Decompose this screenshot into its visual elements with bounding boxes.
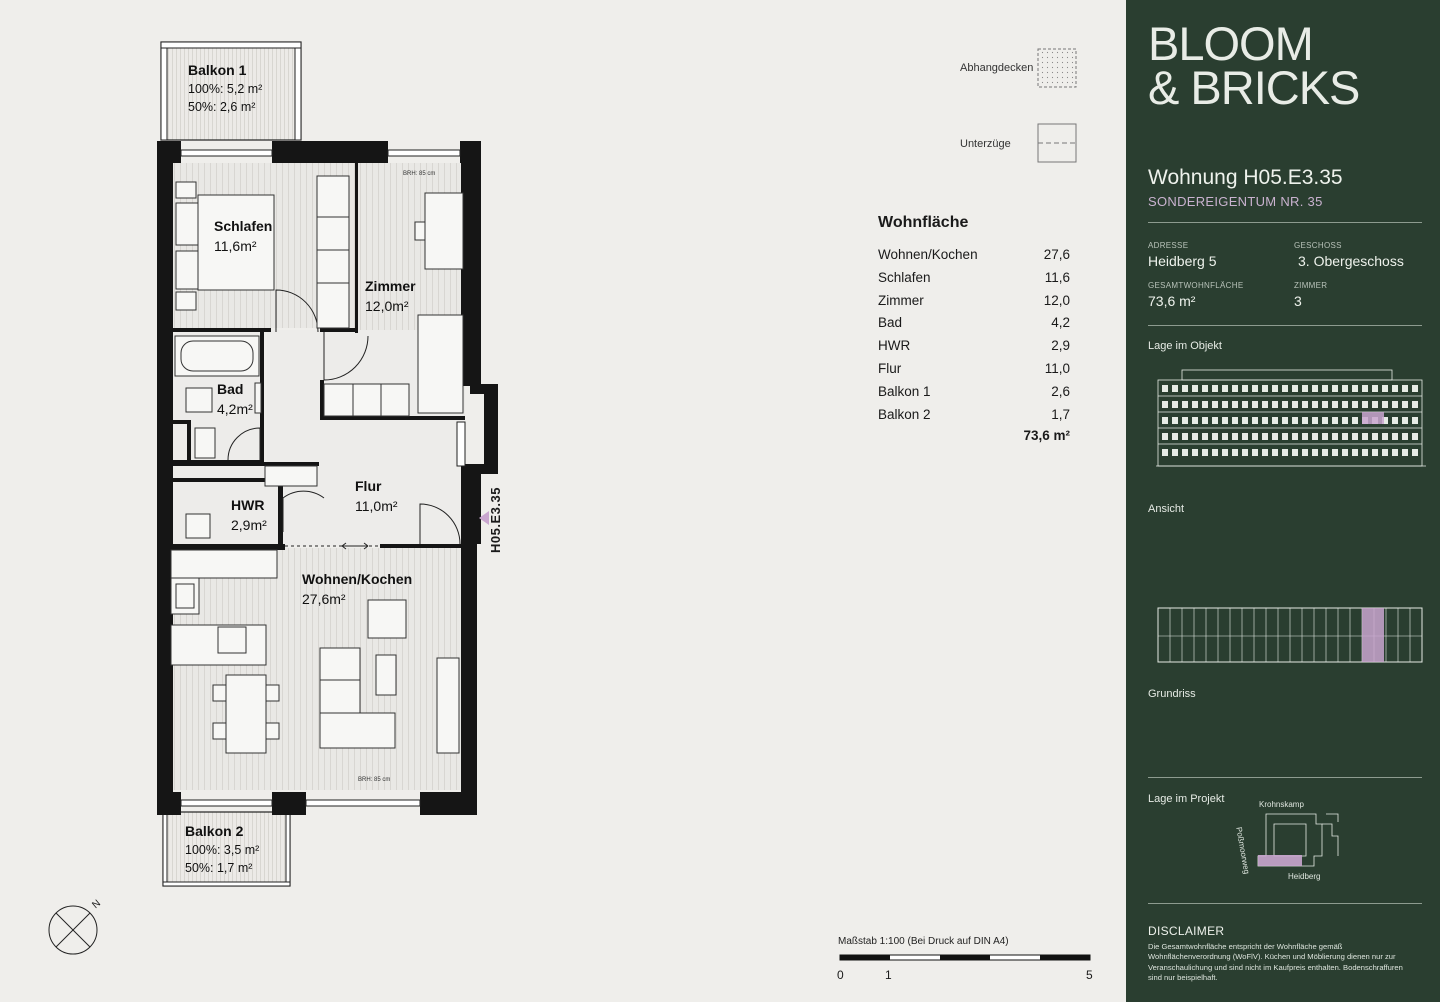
room-label-balkon-2: Balkon 2 100%: 3,5 m² 50%: 1,7 m² bbox=[185, 823, 260, 875]
elevation-window bbox=[1332, 417, 1338, 424]
scale-label: Maßstab 1:100 (Bei Druck auf DIN A4) bbox=[838, 936, 1009, 947]
area-row bbox=[878, 290, 1070, 313]
elevation-window bbox=[1192, 433, 1198, 440]
room-label-bad: Bad 4,2m² bbox=[217, 381, 253, 417]
elevation-window bbox=[1212, 433, 1218, 440]
elevation-window bbox=[1392, 449, 1398, 456]
elevation-window bbox=[1302, 449, 1308, 456]
compass-icon bbox=[49, 906, 97, 954]
elevation-window bbox=[1402, 385, 1408, 392]
elevation-window bbox=[1352, 449, 1358, 456]
elevation-window bbox=[1362, 433, 1368, 440]
area-row bbox=[878, 381, 1070, 404]
elevation-window bbox=[1392, 401, 1398, 408]
brh-label-wohnen: BRH: 85 cm bbox=[358, 777, 391, 783]
divider bbox=[1148, 777, 1422, 778]
street-krohnskamp: Krohnskamp bbox=[1259, 800, 1304, 809]
brand-logo: BLOOM & BRICKS bbox=[1148, 17, 1360, 114]
elevation-window bbox=[1242, 385, 1248, 392]
elevation-window bbox=[1342, 433, 1348, 440]
disclaimer-heading: DISCLAIMER bbox=[1148, 924, 1225, 938]
elevation-window bbox=[1212, 385, 1218, 392]
elevation-window bbox=[1162, 433, 1168, 440]
elevation-window bbox=[1342, 417, 1348, 424]
elevation-window bbox=[1332, 401, 1338, 408]
elevation-window bbox=[1312, 417, 1318, 424]
elevation-window bbox=[1362, 401, 1368, 408]
compass-north-label: N bbox=[90, 897, 103, 912]
street-poessnorweg: Poßmoorweg bbox=[1234, 826, 1252, 875]
elevation-window bbox=[1172, 385, 1178, 392]
elevation-window bbox=[1392, 417, 1398, 424]
elevation-window bbox=[1352, 417, 1358, 424]
elevation-window bbox=[1392, 433, 1398, 440]
elevation-window bbox=[1172, 417, 1178, 424]
elevation-window bbox=[1162, 417, 1168, 424]
scale-bar bbox=[840, 955, 1090, 960]
elevation-window bbox=[1222, 433, 1228, 440]
elevation-window bbox=[1232, 401, 1238, 408]
elevation-window bbox=[1412, 417, 1418, 424]
elevation-window bbox=[1242, 433, 1248, 440]
elevation-window bbox=[1362, 385, 1368, 392]
elevation-window bbox=[1232, 433, 1238, 440]
elevation-window bbox=[1302, 433, 1308, 440]
street-heidberg: Heidberg bbox=[1288, 872, 1321, 881]
elevation-window bbox=[1282, 417, 1288, 424]
elevation-window bbox=[1272, 449, 1278, 456]
elevation-window bbox=[1202, 433, 1208, 440]
elevation-window bbox=[1412, 449, 1418, 456]
lage-im-projekt-label: Lage im Projekt bbox=[1148, 793, 1225, 805]
elevation-window bbox=[1202, 385, 1208, 392]
elevation-window bbox=[1262, 433, 1268, 440]
elevation-window bbox=[1212, 449, 1218, 456]
elevation-window bbox=[1372, 401, 1378, 408]
elevation-window bbox=[1242, 417, 1248, 424]
rooms-value: 3 bbox=[1294, 293, 1302, 309]
elevation-window bbox=[1282, 433, 1288, 440]
elevation-window bbox=[1382, 449, 1388, 456]
elevation-window bbox=[1162, 385, 1168, 392]
elevation-window bbox=[1222, 385, 1228, 392]
unit-tag: H05.E3.35 bbox=[488, 487, 503, 553]
elevation-window bbox=[1272, 401, 1278, 408]
elevation-window bbox=[1382, 433, 1388, 440]
elevation-window bbox=[1172, 401, 1178, 408]
elevation-window bbox=[1312, 449, 1318, 456]
area-row-label: Bad bbox=[878, 315, 903, 331]
address-label: ADRESSE bbox=[1148, 241, 1189, 250]
elevation-window bbox=[1232, 417, 1238, 424]
elevation-window bbox=[1292, 449, 1298, 456]
elevation-window bbox=[1252, 417, 1258, 424]
divider bbox=[1148, 903, 1422, 904]
elevation-window bbox=[1302, 417, 1308, 424]
elevation-window bbox=[1202, 417, 1208, 424]
area-row-value: 4,2 bbox=[1051, 315, 1070, 331]
elevation-window bbox=[1352, 401, 1358, 408]
elevation-window bbox=[1242, 449, 1248, 456]
elevation-window bbox=[1352, 433, 1358, 440]
elevation-window bbox=[1382, 385, 1388, 392]
lage-im-objekt-label: Lage im Objekt bbox=[1148, 340, 1222, 352]
building-plan-overview bbox=[1156, 604, 1426, 666]
elevation-window bbox=[1192, 449, 1198, 456]
elevation-window bbox=[1202, 401, 1208, 408]
elevation-window bbox=[1352, 385, 1358, 392]
elevation-window bbox=[1322, 433, 1328, 440]
elevation-window bbox=[1392, 385, 1398, 392]
area-table-heading: Wohnfläche bbox=[878, 214, 969, 231]
elevation-window bbox=[1292, 401, 1298, 408]
elevation-window bbox=[1412, 401, 1418, 408]
elevation-window bbox=[1222, 401, 1228, 408]
suspended-ceiling-swatch bbox=[1038, 49, 1076, 87]
elevation-window bbox=[1192, 417, 1198, 424]
apartment-title: Wohnung H05.E3.35 bbox=[1148, 166, 1343, 189]
area-row bbox=[878, 335, 1070, 358]
elevation-window bbox=[1192, 385, 1198, 392]
elevation-window bbox=[1342, 449, 1348, 456]
area-row-value: 12,0 bbox=[1043, 292, 1070, 308]
grundriss-label: Grundriss bbox=[1148, 688, 1196, 700]
elevation-window bbox=[1312, 433, 1318, 440]
elevation-window bbox=[1372, 449, 1378, 456]
elevation-window bbox=[1162, 449, 1168, 456]
area-row-value: 2,9 bbox=[1051, 338, 1070, 354]
elevation-window bbox=[1402, 433, 1408, 440]
divider bbox=[1148, 325, 1422, 326]
area-row-label: HWR bbox=[878, 338, 911, 354]
elevation-window bbox=[1412, 385, 1418, 392]
elevation-window bbox=[1412, 433, 1418, 440]
elevation-window bbox=[1252, 401, 1258, 408]
area-row bbox=[878, 244, 1070, 267]
room-label-hwr: HWR 2,9m² bbox=[231, 497, 267, 533]
floor-label: GESCHOSS bbox=[1294, 241, 1342, 250]
area-row bbox=[878, 312, 1070, 335]
elevation-window bbox=[1402, 401, 1408, 408]
scale-tick-1: 1 bbox=[885, 968, 892, 982]
elevation-window bbox=[1312, 401, 1318, 408]
scale-tick-5: 5 bbox=[1086, 968, 1093, 982]
elevation-window bbox=[1242, 401, 1248, 408]
elevation-window bbox=[1172, 449, 1178, 456]
elevation-window bbox=[1262, 449, 1268, 456]
elevation-window bbox=[1282, 449, 1288, 456]
elevation-window bbox=[1372, 433, 1378, 440]
legend-suspended-ceiling: Abhangdecken bbox=[960, 62, 1034, 74]
elevation-window bbox=[1292, 417, 1298, 424]
elevation-window bbox=[1252, 449, 1258, 456]
room-label-flur: Flur 11,0m² bbox=[355, 478, 398, 514]
beams-swatch bbox=[1038, 124, 1076, 162]
rooms-label: ZIMMER bbox=[1294, 281, 1328, 290]
elevation-window bbox=[1182, 417, 1188, 424]
elevation-window bbox=[1322, 449, 1328, 456]
elevation-window bbox=[1212, 417, 1218, 424]
area-row bbox=[878, 267, 1070, 290]
elevation-window bbox=[1382, 401, 1388, 408]
building-elevation bbox=[1156, 366, 1426, 472]
disclaimer-text: Die Gesamtwohnfläche entspricht der Wohnfläche gemäß Wohnflächenverordnung (WoFlV). Küchen und Möblierung dienen nur zur Veranschaulichung und sind nicht im Kaufpreis enthalten. Bodenschraffuren sind nur beispielhaft. bbox=[1148, 942, 1403, 983]
elevation-window bbox=[1262, 417, 1268, 424]
elevation-window bbox=[1252, 433, 1258, 440]
area-total: 73,6 m² bbox=[1023, 428, 1070, 444]
elevation-window bbox=[1252, 385, 1258, 392]
area-row-value: 27,6 bbox=[1043, 247, 1070, 262]
room-label-balkon-1: Balkon 1 100%: 5,2 m² 50%: 2,6 m² bbox=[188, 62, 263, 114]
area-row-value: 11,6 bbox=[1044, 269, 1070, 285]
elevation-window bbox=[1182, 401, 1188, 408]
site-plan bbox=[1256, 810, 1366, 880]
elevation-window bbox=[1182, 433, 1188, 440]
apartment-subtitle: SONDEREIGENTUM NR. 35 bbox=[1148, 194, 1323, 209]
elevation-window bbox=[1172, 433, 1178, 440]
elevation-window bbox=[1282, 385, 1288, 392]
info-panel bbox=[1126, 0, 1440, 1002]
area-row-label: Flur bbox=[878, 360, 902, 376]
elevation-window bbox=[1262, 385, 1268, 392]
divider bbox=[1148, 222, 1422, 223]
elevation-window bbox=[1262, 401, 1268, 408]
elevation-window bbox=[1212, 401, 1218, 408]
address-value: Heidberg 5 bbox=[1148, 253, 1217, 269]
elevation-window bbox=[1182, 385, 1188, 392]
room-label-wohnen-kochen: Wohnen/Kochen 27,6m² bbox=[302, 571, 413, 607]
legend-beams: Unterzüge bbox=[960, 138, 1011, 150]
area-row-value: 2,6 bbox=[1051, 383, 1070, 399]
elevation-window bbox=[1222, 449, 1228, 456]
elevation-window bbox=[1202, 449, 1208, 456]
elevation-window bbox=[1182, 449, 1188, 456]
elevation-window bbox=[1332, 433, 1338, 440]
area-row bbox=[878, 358, 1070, 381]
area-row bbox=[878, 404, 1070, 427]
elevation-window bbox=[1162, 401, 1168, 408]
elevation-window bbox=[1272, 417, 1278, 424]
elevation-window bbox=[1402, 449, 1408, 456]
elevation-window bbox=[1372, 385, 1378, 392]
elevation-window bbox=[1312, 385, 1318, 392]
area-row-label: Zimmer bbox=[878, 292, 924, 308]
elevation-window bbox=[1292, 433, 1298, 440]
elevation-window bbox=[1322, 417, 1328, 424]
elevation-window bbox=[1272, 385, 1278, 392]
elevation-window bbox=[1322, 385, 1328, 392]
area-row-label: Balkon 1 bbox=[878, 383, 931, 399]
area-row-value: 11,0 bbox=[1044, 360, 1070, 376]
area-row-label: Wohnen/Kochen bbox=[878, 247, 978, 262]
elevation-window bbox=[1302, 385, 1308, 392]
elevation-window bbox=[1332, 385, 1338, 392]
elevation-window bbox=[1362, 449, 1368, 456]
elevation-window bbox=[1322, 401, 1328, 408]
room-label-zimmer: Zimmer 12,0m² bbox=[365, 278, 416, 314]
elevation-window bbox=[1302, 401, 1308, 408]
total-area-label: GESAMTWOHNFLÄCHE bbox=[1148, 281, 1244, 290]
elevation-window bbox=[1192, 401, 1198, 408]
elevation-window bbox=[1342, 385, 1348, 392]
elevation-window bbox=[1402, 417, 1408, 424]
total-area-value: 73,6 m² bbox=[1148, 293, 1196, 309]
area-row-value: 1,7 bbox=[1051, 406, 1070, 422]
elevation-window bbox=[1272, 433, 1278, 440]
elevation-window bbox=[1292, 385, 1298, 392]
brh-label-zimmer: BRH: 85 cm bbox=[403, 171, 436, 177]
floor-value: 3. Obergeschoss bbox=[1298, 253, 1404, 269]
elevation-window bbox=[1282, 401, 1288, 408]
area-row-label: Balkon 2 bbox=[878, 406, 931, 422]
elevation-window bbox=[1342, 401, 1348, 408]
room-label-schlafen: Schlafen 11,6m² bbox=[214, 218, 273, 254]
elevation-window bbox=[1222, 417, 1228, 424]
area-row-label: Schlafen bbox=[878, 269, 931, 285]
elevation-window bbox=[1332, 449, 1338, 456]
area-table bbox=[878, 214, 1070, 446]
elevation-window bbox=[1232, 449, 1238, 456]
ansicht-label: Ansicht bbox=[1148, 503, 1185, 515]
scale-tick-0: 0 bbox=[837, 968, 844, 982]
elevation-window bbox=[1232, 385, 1238, 392]
